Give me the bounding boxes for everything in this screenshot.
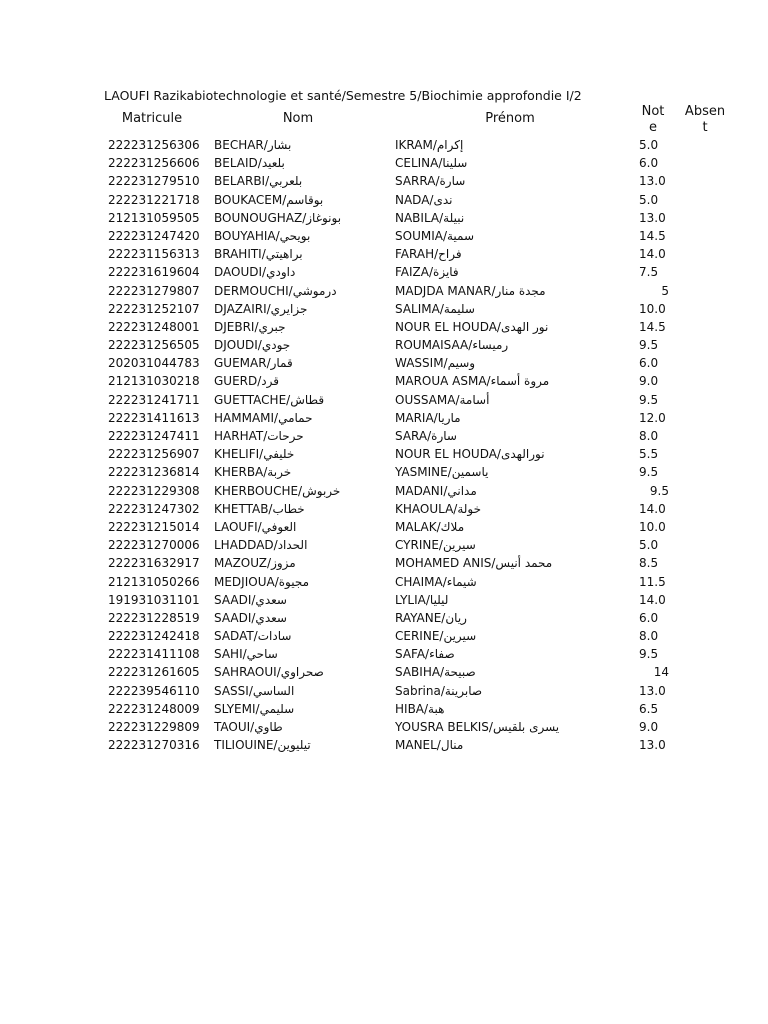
cell-matricule: 222231256306 <box>108 138 200 152</box>
cell-nom: BOUKACEM/بوقاسم <box>214 192 324 207</box>
cell-nom: BOUNOUGHAZ/بونوغاز <box>214 210 342 225</box>
cell-nom: DJOUDI/جودي <box>214 338 291 353</box>
header-absent-line1: Absen <box>684 104 726 119</box>
cell-prenom: ROUMAISAA/رميساء <box>395 338 509 353</box>
cell-matricule: 212131030218 <box>108 374 200 389</box>
table-row <box>0 609 768 627</box>
cell-note: 14.0 <box>639 592 666 607</box>
cell-note: 8.5 <box>639 556 659 571</box>
cell-prenom: SAFA/صفاء <box>395 647 455 662</box>
cell-matricule: 222231256505 <box>108 338 200 353</box>
table-row <box>0 318 768 336</box>
cell-nom: SAADI/سعدي <box>214 610 287 625</box>
table-row <box>0 463 768 481</box>
cell-note: 9.5 <box>639 465 659 480</box>
cell-nom: SLYEMI/سليمي <box>214 701 295 716</box>
header-nom: Nom <box>282 111 314 126</box>
header-note-line1: Not <box>641 104 665 119</box>
header-note-line2: e <box>649 120 657 135</box>
table-row <box>0 536 768 554</box>
cell-prenom: MAROUA ASMA/مروة أسماء <box>395 374 550 389</box>
cell-prenom: MADANI/مداني <box>395 483 477 498</box>
table-row <box>0 663 768 681</box>
cell-note: 5.0 <box>639 538 659 553</box>
table-row <box>0 391 768 409</box>
cell-nom: HARHAT/حرحات <box>214 429 304 443</box>
cell-matricule: 222231270316 <box>108 738 200 753</box>
cell-note: 8.0 <box>639 429 659 443</box>
cell-prenom: HIBA/هبة <box>395 701 445 716</box>
cell-nom: MAZOUZ/مزوز <box>214 556 296 571</box>
table-row <box>0 300 768 318</box>
table-row <box>0 627 768 645</box>
cell-nom: DJAZAIRI/جزايري <box>214 301 308 316</box>
table-row <box>0 263 768 281</box>
header-absent-line2: t <box>702 120 708 135</box>
cell-matricule: 222231156313 <box>108 247 200 262</box>
cell-nom: HAMMAMI/حمامي <box>214 410 313 425</box>
cell-matricule: 222231261605 <box>108 665 200 680</box>
cell-prenom: NABILA/نبيلة <box>395 210 465 225</box>
cell-nom: SASSI/الساسي <box>214 683 295 698</box>
cell-matricule: 222239546110 <box>108 683 200 698</box>
cell-prenom: CYRINE/سيرين <box>395 538 476 553</box>
cell-nom: BECHAR/بشار <box>214 138 292 152</box>
cell-note: 11.5 <box>639 574 666 589</box>
table-row <box>0 518 768 536</box>
cell-prenom: MANEL/منال <box>395 738 464 753</box>
cell-matricule: 222231256606 <box>108 156 200 171</box>
table-row <box>0 245 768 263</box>
table-row <box>0 573 768 591</box>
cell-matricule: 222231247411 <box>108 429 200 443</box>
table-row <box>0 409 768 427</box>
table-row <box>0 700 768 718</box>
cell-nom: KHETTAB/خطاب <box>214 501 305 516</box>
table-row <box>0 209 768 227</box>
header-note <box>636 104 670 136</box>
cell-note: 6.0 <box>639 610 659 625</box>
cell-prenom: SOUMIA/سمية <box>395 228 475 243</box>
cell-prenom: OUSSAMA/أسامة <box>395 392 490 407</box>
cell-note: 10.0 <box>639 301 666 316</box>
cell-note: 6.5 <box>639 701 659 716</box>
cell-nom: LAOUFI/العوفي <box>214 519 297 534</box>
cell-note: 13.0 <box>639 683 666 698</box>
cell-note: 14 <box>653 665 669 680</box>
cell-note: 9.0 <box>639 374 659 389</box>
cell-note: 5.5 <box>639 447 659 462</box>
cell-prenom: YASMINE/ياسمين <box>395 465 489 480</box>
cell-matricule: 212131050266 <box>108 574 200 589</box>
cell-note: 6.0 <box>639 356 659 371</box>
cell-nom: GUERD/قرد <box>214 374 279 389</box>
header-matricule: Matricule <box>121 111 183 126</box>
cell-matricule: 222231229308 <box>108 483 200 498</box>
cell-note: 9.5 <box>639 647 659 662</box>
table-row <box>0 445 768 463</box>
cell-nom: KHERBA/خربة <box>214 465 292 480</box>
cell-nom: SADAT/سادات <box>214 629 292 644</box>
cell-note: 5.0 <box>639 138 659 152</box>
cell-matricule: 222231411613 <box>108 410 200 425</box>
cell-prenom: SARRA/سارة <box>395 174 466 189</box>
cell-prenom: IKRAM/إكرام <box>395 138 464 152</box>
table-row <box>0 282 768 300</box>
cell-prenom: NOUR EL HOUDA/نور الهدى <box>395 319 549 334</box>
cell-note: 13.0 <box>639 174 666 189</box>
cell-nom: GUETTACHE/قطاش <box>214 392 325 407</box>
cell-prenom: Sabrina/صابرينة <box>395 683 483 698</box>
cell-nom: DERMOUCHI/درموشي <box>214 283 337 298</box>
cell-nom: LHADDAD/الحداد <box>214 538 308 553</box>
cell-matricule: 222231248001 <box>108 319 200 334</box>
cell-matricule: 222231411108 <box>108 647 200 662</box>
table-row <box>0 372 768 390</box>
cell-matricule: 222231247302 <box>108 501 200 516</box>
cell-note: 9.0 <box>639 720 659 734</box>
header-prenom: Prénom <box>485 111 535 126</box>
cell-matricule: 222231247420 <box>108 228 200 243</box>
cell-matricule: 212131059505 <box>108 210 200 225</box>
cell-matricule: 222231279807 <box>108 283 200 298</box>
cell-nom: GUEMAR/قمار <box>214 356 293 371</box>
cell-prenom: MADJDA MANAR/مجدة منار <box>395 283 546 298</box>
cell-nom: KHERBOUCHE/خربوش <box>214 483 341 498</box>
cell-matricule: 222231619604 <box>108 265 200 280</box>
cell-prenom: NOUR EL HOUDA/نورالهدى <box>395 447 545 462</box>
cell-nom: DAOUDI/داودي <box>214 265 296 280</box>
cell-prenom: RAYANE/ريان <box>395 610 467 625</box>
cell-matricule: 222231632917 <box>108 556 200 571</box>
cell-note: 9.5 <box>639 338 659 353</box>
cell-prenom: FARAH/فراح <box>395 247 462 262</box>
cell-nom: MEDJIOUA/مجيوة <box>214 574 310 589</box>
cell-prenom: NADA/ندى <box>395 192 453 207</box>
cell-nom: KHELIFI/خليفي <box>214 447 295 462</box>
table-row <box>0 591 768 609</box>
table-row <box>0 191 768 209</box>
cell-matricule: 222231241711 <box>108 392 200 407</box>
table-row <box>0 172 768 190</box>
cell-matricule: 222231270006 <box>108 538 200 553</box>
cell-matricule: 222231252107 <box>108 301 200 316</box>
cell-note: 9.5 <box>639 392 659 407</box>
cell-prenom: MARIA/ماريا <box>395 410 461 425</box>
cell-matricule: 222231215014 <box>108 519 200 534</box>
cell-nom: BOUYAHIA/بويحي <box>214 228 311 243</box>
table-row <box>0 336 768 354</box>
cell-note: 14.5 <box>639 319 666 334</box>
table-row <box>0 154 768 172</box>
cell-prenom: WASSIM/وسيم <box>395 356 476 371</box>
table-row <box>0 682 768 700</box>
cell-matricule: 222231279510 <box>108 174 200 189</box>
cell-note: 13.0 <box>639 738 666 753</box>
cell-prenom: YOUSRA BELKIS/يسرى بلقيس <box>395 720 560 734</box>
header-absent <box>682 104 728 136</box>
cell-prenom: CELINA/سلينا <box>395 156 468 171</box>
cell-note: 13.0 <box>639 210 666 225</box>
cell-prenom: KHAOULA/خولة <box>395 501 482 516</box>
cell-nom: SAADI/سعدي <box>214 592 287 607</box>
cell-matricule: 222231229809 <box>108 720 200 734</box>
cell-prenom: CHAIMA/شيماء <box>395 574 477 589</box>
cell-matricule: 222231236814 <box>108 465 200 480</box>
cell-prenom: SARA/سارة <box>395 429 457 443</box>
cell-matricule: 222231248009 <box>108 701 200 716</box>
cell-matricule: 222231221718 <box>108 192 200 207</box>
cell-nom: BELARBI/بلعربي <box>214 174 303 189</box>
table-row <box>0 354 768 372</box>
table-row <box>0 645 768 663</box>
table-row <box>0 427 768 445</box>
cell-note: 5 <box>661 283 669 298</box>
page-title: LAOUFI Razikabiotechnologie et santé/Semestre 5/Biochimie approfondie I/2 <box>104 88 582 103</box>
cell-prenom: SABIHA/صبيحة <box>395 665 476 680</box>
cell-note: 14.5 <box>639 228 666 243</box>
cell-nom: TILIOUINE/تيليوين <box>214 738 311 753</box>
cell-note: 7.5 <box>639 265 659 280</box>
cell-prenom: CERINE/سيرين <box>395 629 477 644</box>
table-row <box>0 136 768 154</box>
cell-note: 8.0 <box>639 629 659 644</box>
cell-note: 14.0 <box>639 501 666 516</box>
cell-note: 5.0 <box>639 192 659 207</box>
cell-nom: BRAHITI/براهيتي <box>214 247 303 262</box>
table-row <box>0 500 768 518</box>
cell-matricule: 191931031101 <box>108 592 200 607</box>
cell-nom: SAHRAOUI/صحراوي <box>214 665 324 680</box>
table-row <box>0 554 768 572</box>
cell-prenom: SALIMA/سليمة <box>395 301 475 316</box>
cell-matricule: 222231228519 <box>108 610 200 625</box>
cell-note: 10.0 <box>639 519 666 534</box>
cell-nom: DJEBRI/جبري <box>214 319 286 334</box>
cell-note: 14.0 <box>639 247 666 262</box>
cell-nom: TAOUI/طاوي <box>214 720 283 734</box>
cell-matricule: 222231242418 <box>108 629 200 644</box>
table-row <box>0 482 768 500</box>
cell-nom: BELAID/بلعيد <box>214 156 285 171</box>
cell-note: 9.5 <box>649 483 669 498</box>
table-row <box>0 227 768 245</box>
cell-matricule: 222231256907 <box>108 447 200 462</box>
cell-matricule: 202031044783 <box>108 356 200 371</box>
cell-prenom: FAIZA/فايزة <box>395 265 459 280</box>
cell-note: 6.0 <box>639 156 659 171</box>
cell-prenom: LYLIA/ليليا <box>395 592 449 607</box>
table-body <box>0 136 768 754</box>
table-row <box>0 718 768 736</box>
cell-prenom: MOHAMED ANIS/محمد أنيس <box>395 556 553 571</box>
cell-nom: SAHI/ساحي <box>214 647 278 662</box>
cell-note: 12.0 <box>639 410 666 425</box>
cell-prenom: MALAK/ملاك <box>395 519 465 534</box>
table-row <box>0 736 768 754</box>
